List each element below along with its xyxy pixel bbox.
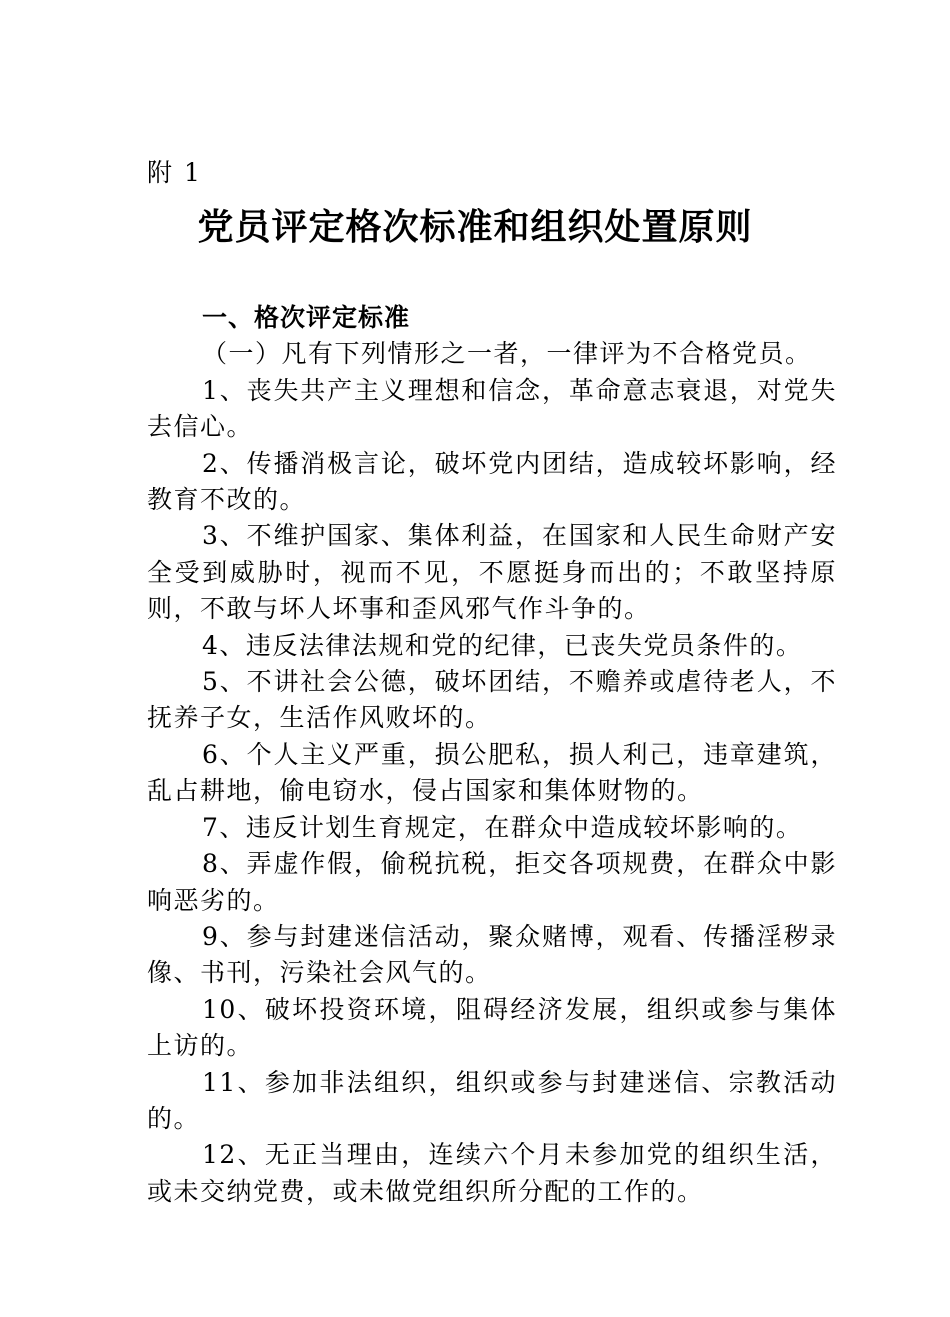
attachment-label: 附 1 bbox=[147, 158, 202, 187]
subsection-heading: （一）凡有下列情形之一者，一律评为不合格党员。 bbox=[202, 339, 812, 369]
list-item: 2、传播消极言论，破坏党内团结，造成较坏影响，经教育不改的。 bbox=[147, 448, 837, 515]
list-item: 6、个人主义严重，损公肥私，损人利己，违章建筑，乱占耕地，偷电窃水，侵占国家和集体财物的。 bbox=[147, 739, 837, 806]
list-item: 9、参与封建迷信活动，聚众赌博，观看、传播淫秽录像、书刊，污染社会风气的。 bbox=[147, 921, 837, 988]
document-title: 党员评定格次标准和组织处置原则 bbox=[197, 207, 753, 248]
list-item: 12、无正当理由，连续六个月未参加党的组织生活，或未交纳党费，或未做党组织所分配的工作的。 bbox=[147, 1140, 837, 1206]
list-item: 10、破坏投资环境，阻碍经济发展，组织或参与集体上访的。 bbox=[147, 994, 837, 1061]
list-item: 1、丧失共产主义理想和信念，革命意志衰退，对党失去信心。 bbox=[147, 375, 837, 442]
list-item: 7、违反计划生育规定，在群众中造成较坏影响的。 bbox=[202, 812, 803, 842]
list-item: 3、不维护国家、集体利益，在国家和人民生命财产安全受到威胁时，视而不见，不愿挺身而出的；不敢坚持原则，不敢与坏人坏事和歪风邪气作斗争的。 bbox=[147, 521, 837, 624]
list-item: 11、参加非法组织，组织或参与封建迷信、宗教活动的。 bbox=[147, 1067, 837, 1133]
section-heading: 一、格次评定标准 bbox=[202, 303, 411, 332]
list-item: 4、违反法律法规和党的纪律，已丧失党员条件的。 bbox=[202, 630, 803, 660]
list-item: 5、不讲社会公德，破坏团结，不赡养或虐待老人，不抚养子女，生活作风败坏的。 bbox=[147, 667, 837, 733]
document-body bbox=[147, 300, 837, 1210]
list-item: 8、弄虚作假，偷税抗税，拒交各项规费，在群众中影响恶劣的。 bbox=[147, 849, 837, 915]
